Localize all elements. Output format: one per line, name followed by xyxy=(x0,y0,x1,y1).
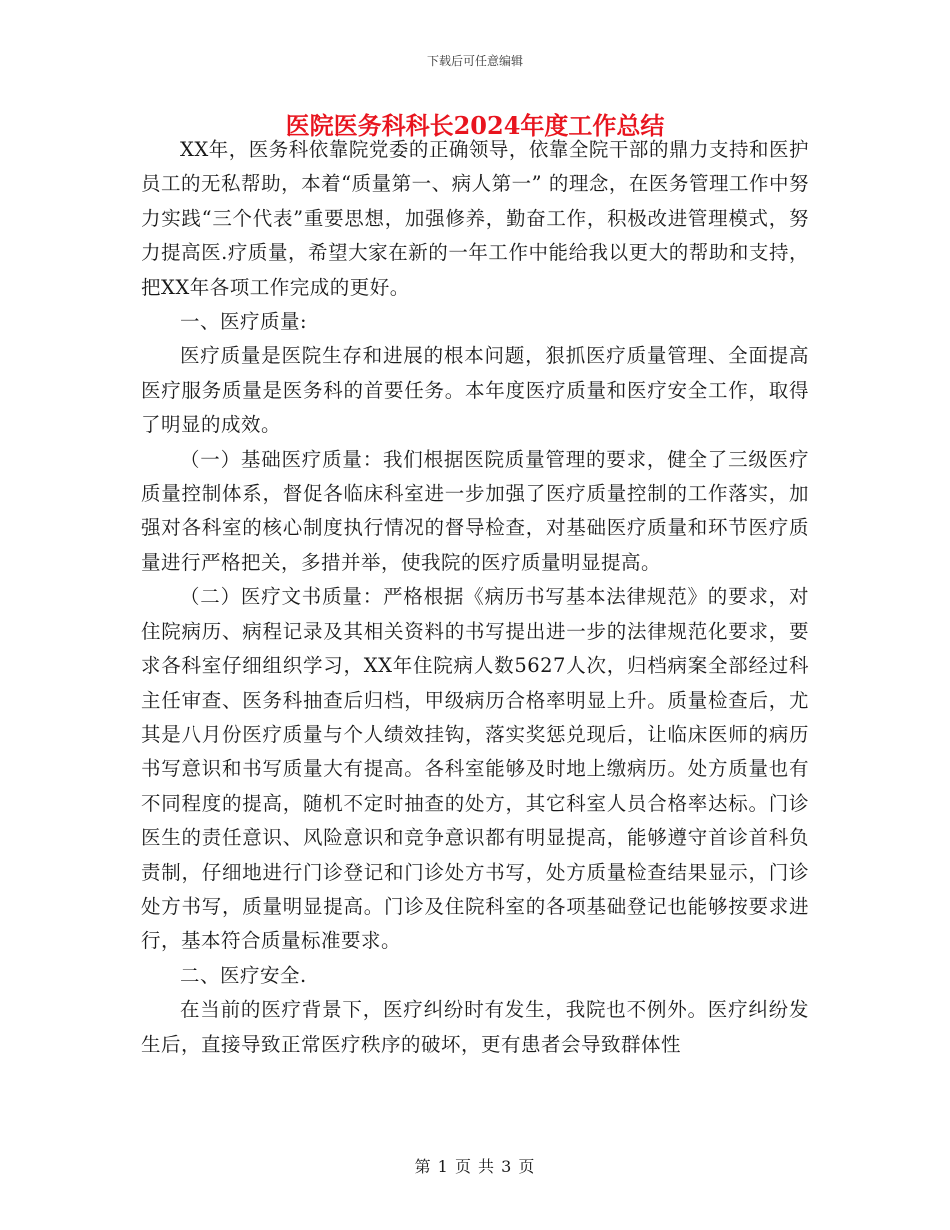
section-heading-medical-quality: 一、医疗质量: xyxy=(180,310,308,334)
body-paragraph: （二）医疗文书质量：严格根据《病历书写基本法律规范》的要求，对住院病历、病程记录及其相关资料的书写提出进一步的法律规范化要求，要求各科室仔细组织学习，XX年住院病人数5627人次，归档病案全部经过科主任审查、医务科抽查后归档，甲级病历合格率明显上升。质量检查后，尤其是八月份医疗质量与个人绩效挂钩，落实奖惩兑现后，让临床医师的病历书写意识和书写质量大有提高。各科室能够及时地上缴病历。处方质量也有不同程度的提高，随机不定时抽查的处方，其它科室人员合格率达标。门诊医生的责任意识、风险意识和竞争意识都有明显提高，能够遵守首诊首科负责制，仔细地进行门诊登记和门诊处方书写，处方质量检查结果显示，门诊处方书写，质量明显提高。门诊及住院科室的各项基础登记也能够按要求进行，基本符合质量标准要求。 xyxy=(141,585,809,953)
document-body xyxy=(141,133,809,1062)
document-title: 医院医务科科长2024年度工作总结 xyxy=(285,111,665,140)
page-header-note: 下载后可任意编辑 xyxy=(426,54,523,68)
body-paragraph: （一）基础医疗质量：我们根据医院质量管理的要求，健全了三级医疗质量控制体系，督促各临床科室进一步加强了医疗质量控制的工作落实，加强对各科室的核心制度执行情况的督导检查，对基础医疗质量和环节医疗质量进行严格把关，多措并举，使我院的医疗质量明显提高。 xyxy=(141,447,809,574)
body-paragraph: 在当前的医疗背景下，医疗纠纷时有发生，我院也不例外。医疗纠纷发生后，直接导致正常医疗秩序的破坏，更有患者会导致群体性 xyxy=(141,998,809,1056)
page-number: 第 1 页 共 3 页 xyxy=(414,1157,536,1176)
section-heading-medical-safety: 二、医疗安全. xyxy=(180,963,307,987)
body-paragraph: 医疗质量是医院生存和进展的根本问题，狠抓医疗质量管理、全面提高医疗服务质量是医务科的首要任务。本年度医疗质量和医疗安全工作，取得了明显的成效。 xyxy=(141,344,809,437)
intro-paragraph: XX年，医务科依靠院党委的正确领导，依靠全院干部的鼎力支持和医护员工的无私帮助，本着“质量第一、病人第一” 的理念，在医务管理工作中努力实践“三个代表”重要思想，加强修养，勤奋工作，积极改进管理模式，努力提高医.疗质量，希望大家在新的一年工作中能给我以更大的帮助和支持，把XX年各项工作完成的更好。 xyxy=(141,138,809,299)
